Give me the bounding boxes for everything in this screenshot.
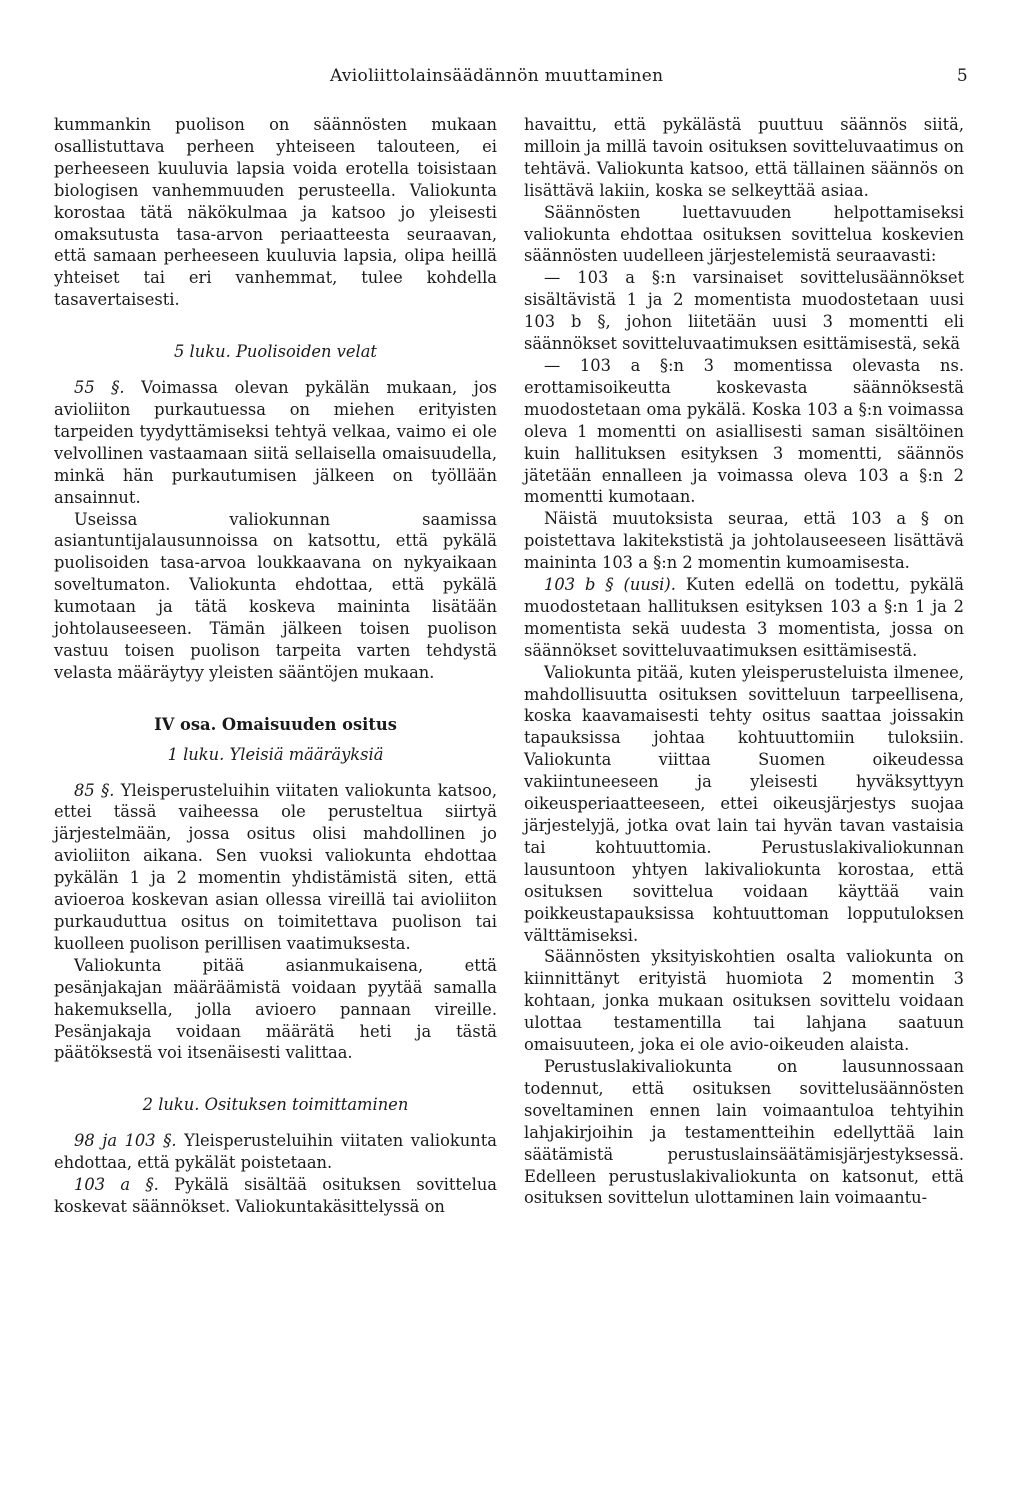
section-text: Yleisperusteluihin viitaten valiokunta ehdottaa, että pykälät poistetaan.: [54, 1131, 497, 1173]
paragraph: havaittu, että pykälästä puuttuu säännös siitä, milloin ja millä tavoin osituksen sovitteluvaatimus on tehtävä. Valiokunta katsoo, että tällainen säännös on lisättävä lakiin, koska se selkeyttää asiaa.: [524, 115, 964, 200]
page-number: 5: [956, 66, 968, 86]
section-text: Pykälä sisältää osituksen sovittelua koskevat säännökset. Valiokuntakäsittelyssä on: [54, 1175, 498, 1216]
paragraph: Näistä muutoksista seuraa, että 103 a § on poistettava lakitekstistä ja johtolauseeseen lisättävä maininta 103 a §:n 2 momentin kumoamisesta.: [524, 509, 964, 573]
section-label: 55 §.: [74, 378, 125, 398]
paragraph: Valiokunta pitää asianmukaisena, että pesänjakajan määräämistä voidaan pyytää samalla hakemuksella, jolla avioero pannaan vireille. Pesänjakaja voidaan määrätä heti ja tästä päätöksestä voi itsenäisesti valittaa.: [54, 955, 497, 1063]
chapter-heading: 5 luku. Puolisoiden velat: [174, 342, 377, 362]
list-item: — 103 a §:n varsinaiset sovittelusäännökset sisältävistä 1 ja 2 momentista muodostetaan uusi 103 b §, johon liitetään uusi 3 momentti eli säännökset sovitteluvaatimuksen esittämisestä, sekä: [524, 268, 964, 354]
section-paragraph: [54, 1174, 497, 1218]
section-label: 85 §.: [74, 780, 115, 800]
paragraph: Perustuslakivaliokunta on lausunnossaan todennut, että osituksen sovittelusäännösten soveltaminen ennen lain voimaantuloa tehtyihin lahjakirjoihin ja testamentteihin edellyttää lain säätämistä perustuslainsäätämisjärjestyksessä. Edelleen perustuslakivaliokunta on katsonut, että osituksen sovittelun ulottaminen lain voimaantu-: [524, 1056, 964, 1208]
section-paragraph: [54, 780, 497, 955]
section-paragraph: [524, 574, 964, 662]
chapter-heading: 1 luku. Yleisiä määräyksiä: [167, 744, 384, 764]
page-header: [330, 66, 970, 96]
chapter-heading: 2 luku. Osituksen toimittaminen: [142, 1095, 409, 1115]
paragraph: Säännösten luettavuuden helpottamiseksi valiokunta ehdottaa osituksen sovittelua koskevien säännösten uudelleen järjestelemistä seuraavasti:: [524, 202, 964, 266]
left-column: [54, 114, 497, 1218]
section-text: Kuten edellä on todettu, pykälä muodostetaan hallituksen esityksen 103 a §:n 1 ja 2 momentista sekä uudesta 3 momentista, jossa on säännökset sovitteluvaatimuksen esittämisestä.: [524, 575, 964, 660]
running-title: Avioliittolainsäädännön muuttaminen: [330, 66, 664, 86]
section-label: 103 a §.: [74, 1175, 159, 1195]
section-text: Yleisperusteluihin viitaten valiokunta katsoo, ettei tässä vaiheessa ole perusteltua siirtyä järjestelmään, jossa ositus olisi mahdollinen jo avioliiton aikana. Sen vuoksi valiokunta ehdottaa pykälän 1 ja 2 momentin yhdistämistä siten, että avioeroa koskevan asian ollessa vireillä tai avioliiton purkauduttua ositus on toimitettava puolison tai kuolleen puolison perillisen vaatimuksesta.: [54, 780, 497, 953]
list-item: — 103 a §:n 3 momentissa olevasta ns. erottamisoikeutta koskevasta säännöksestä muodostetaan oma pykälä. Koska 103 a §:n voimassa oleva 1 momentti on asiallisesti saman sisältöinen kuin hallituksen esityksen 3 momentti, säännös jätetään ennalleen ja voimassa oleva 103 a §:n 2 momentti kumotaan.: [524, 355, 964, 507]
paragraph: kummankin puolison on säännösten mukaan osallistuttava perheen yhteiseen talouteen, ei perheeseen kuuluvia lapsia voida erotella toisistaan biologisen vanhemmuuden perusteella. Valiokunta korostaa tätä näkökulmaa ja katsoo jo yleisesti omaksutusta tasa-arvon periaatteesta seuraavan, että samaan perheeseen kuuluvia lapsia, olipa heillä yhteiset tai eri vanhemmat, tulee kohdella tasavertaisesti.: [54, 115, 497, 310]
part-heading: IV osa. Omaisuuden ositus: [154, 714, 397, 734]
paragraph: Useissa valiokunnan saamissa asiantuntijalausunnoissa on katsottu, että pykälä puolisoiden tasa-arvoa loukkaavana on nykyaikaan soveltumaton. Valiokunta ehdottaa, että pykälä kumotaan ja tätä koskeva maininta lisätään johtolauseeseen. Tämän jälkeen toisen puolison vastuu toisen puolison tarpeita varten tehdystä velasta määräytyy yleisten sääntöjen mukaan.: [54, 509, 497, 682]
paragraph: Säännösten yksityiskohtien osalta valiokunta on kiinnittänyt erityistä huomiota 2 momentin 3 kohtaan, jonka mukaan osituksen sovittelu voidaan ulottaa testamentilla tai lahjana saatuun omaisuuteen, joka ei ole avio-oikeuden alaista.: [524, 947, 964, 1055]
paragraph: Valiokunta pitää, kuten yleisperusteluista ilmenee, mahdollisuutta osituksen sovitteluun tarpeellisena, koska kaavamaisesti tehty ositus saattaa joissakin tapauksissa johtaa kohtuuttomiin tuloksiin. Valiokunta viittaa Suomen oikeudessa vakiintuneeseen ja yleisesti hyväksyttyyn oikeusperiaatteeseen, ettei oikeusjärjestys suojaa järjestelyjä, jotka ovat lain tai hyvän tavan vastaisia tai kohtuuttomia. Perustuslakivaliokunnan lausuntoon yhtyen lakivaliokunta korostaa, että osituksen sovittelua voidaan käyttää vain poikkeustapauksissa kohtuuttoman lopputuloksen välttämiseksi.: [524, 662, 964, 945]
section-text: Voimassa olevan pykälän mukaan, jos avioliiton purkautuessa on miehen erityisten tarpeiden tyydyttämiseksi tehtyä velkaa, vaimo ei ole velvollinen vastaamaan siitä sellaisella omaisuudella, minkä hän purkautumisen jälkeen on työllään ansainnut.: [54, 378, 497, 507]
section-label: 103 b § (uusi).: [544, 575, 676, 595]
right-column: [524, 114, 964, 1209]
section-paragraph: [54, 1130, 497, 1174]
section-paragraph: [54, 377, 497, 508]
section-label: 98 ja 103 §.: [74, 1131, 177, 1151]
